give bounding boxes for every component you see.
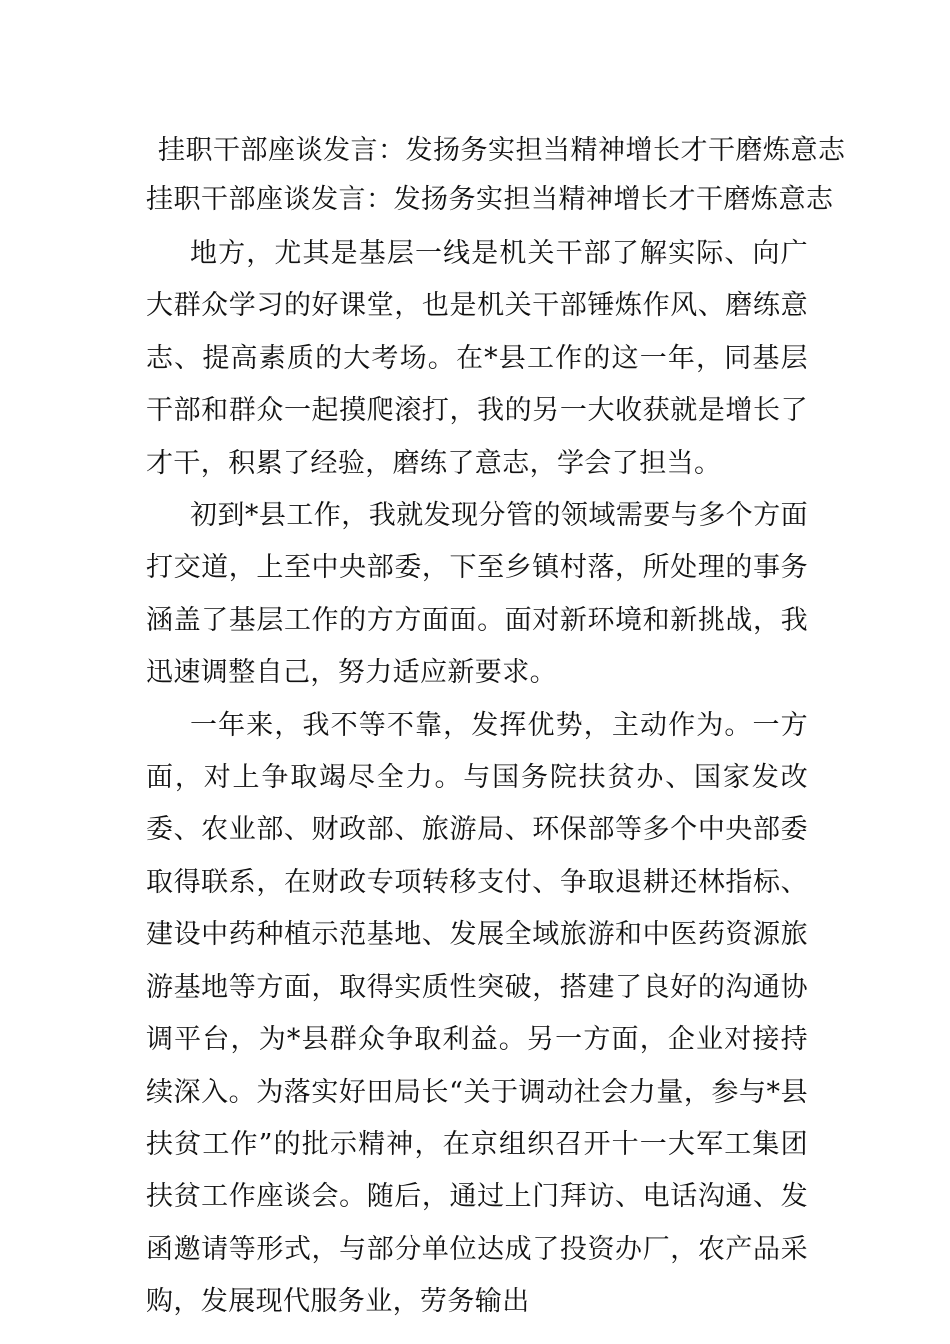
paragraph: 初到*县工作，我就发现分管的领域需要与多个方面打交道，上至中央部委，下至乡镇村落，所处理的事务涵盖了基层工作的方方面面。面对新环境和新挑战，我迅速调整自己，努力适应新要求。 xyxy=(146,500,808,689)
document-title: 挂职干部座谈发言：发扬务实担当精神增长才干磨炼意志 xyxy=(158,135,846,166)
paragraph: 地方，尤其是基层一线是机关干部了解实际、向广大群众学习的好课堂，也是机关干部锤炼作风、磨练意志、提高素质的大考场。在*县工作的这一年，同基层干部和群众一起摸爬滚打，我的另一大收获就是增长了才干，积累了经验，磨练了意志，学会了担当。 xyxy=(146,238,808,479)
document-title-repeat: 挂职干部座谈发言：发扬务实担当精神增长才干磨炼意志 xyxy=(146,184,834,215)
paragraph: 一年来，我不等不靠，发挥优势，主动作为。一方面，对上争取竭尽全力。与国务院扶贫办、国家发改委、农业部、财政部、旅游局、环保部等多个中央部委取得联系，在财政专项转移支付、争取退耕还林指标、建设中药种植示范基地、发展全域旅游和中医药资源旅游基地等方面，取得实质性突破，搭建了良好的沟通协调平台，为*县群众争取利益。另一方面，企业对接持续深入。为落实好田局长“关于调动社会力量，参与*县扶贫工作”的批示精神，在京组织召开十一大军工集团扶贫工作座谈会。随后，通过上门拜访、电话沟通、发函邀请等形式，与部分单位达成了投资办厂，农产品采购，发展现代服务业，劳务输出 xyxy=(146,709,808,1318)
document-body xyxy=(146,228,808,1329)
